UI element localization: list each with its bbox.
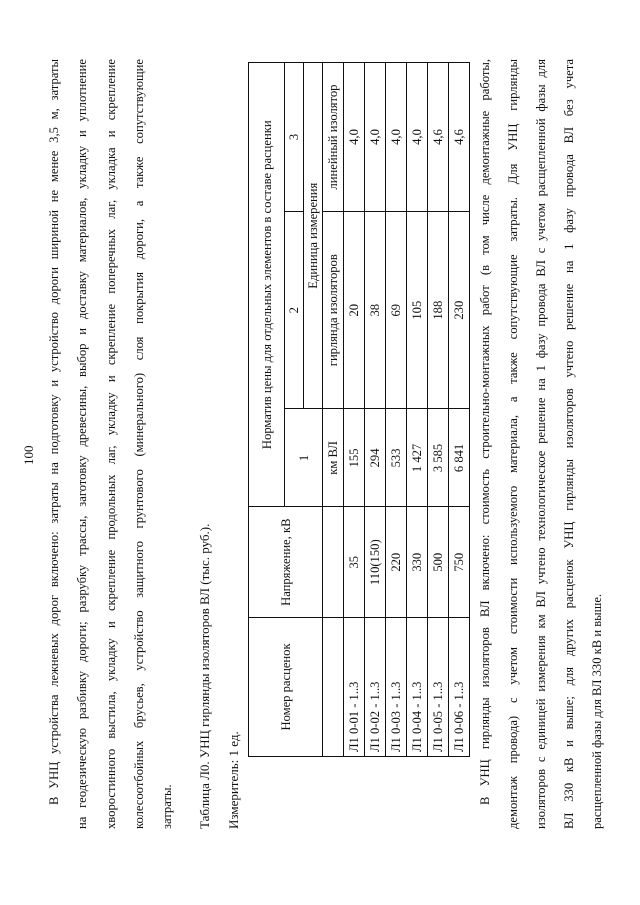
paragraph-line: затраты. <box>160 784 174 829</box>
paragraph-line: В УНЦ устройства лежневых дорог включено: затраты на подготовку и устройство дороги шириной не менее 3,5 м, затраты <box>47 59 61 805</box>
row-garland: 38 <box>365 212 386 409</box>
header-group-3: 3 <box>285 63 304 212</box>
header-norms: Норматив цены для отдельных элементов в составе расценки <box>249 63 285 507</box>
row-voltage: 110(150) <box>365 507 386 617</box>
page-number: 100 <box>21 445 36 465</box>
table-row <box>386 63 407 757</box>
paragraph-line: В УНЦ гирлянды изоляторов ВЛ включено: стоимость строительно-монтажных работ (в том числе демонтажные работы, <box>478 59 492 805</box>
row-km: 3 585 <box>428 409 449 507</box>
header-group-1: 1 <box>285 409 323 507</box>
row-voltage: 35 <box>344 507 365 617</box>
row-garland: 188 <box>428 212 449 409</box>
row-linear: 4,0 <box>365 63 386 212</box>
paragraph-line: хворостинного выстила, укладку и скрепление продольных лаг, укладку и скрепление поперечных лаг, укладка и скрепление <box>104 59 118 829</box>
table-row <box>365 63 386 757</box>
measure-unit: Измеритель: 1 ед. <box>226 731 241 829</box>
row-code: Л1 0-01 - 1..3 <box>344 617 365 756</box>
norms-table <box>248 62 470 757</box>
row-voltage: 500 <box>428 507 449 617</box>
paragraph-line: на геодезическую разбивку дороги; разрубку трассы, заготовку древесины, выбор и доставку материалов, укладку и уплотнение <box>75 59 89 829</box>
header-number: Номер расценок <box>249 617 323 756</box>
row-linear: 4,6 <box>428 63 449 212</box>
paragraph-line: демонтаж провода) с учетом стоимости используемого материала, а также сопутствующие затраты. Для УНЦ гирлянды <box>506 59 520 829</box>
row-linear: 4,0 <box>344 63 365 212</box>
row-linear: 4,0 <box>407 63 428 212</box>
header-empty-cell <box>323 507 344 617</box>
header-group-2: 2 <box>285 212 304 409</box>
unit-garland: гирлянда изоляторов <box>323 212 344 409</box>
row-garland: 105 <box>407 212 428 409</box>
header-voltage: Напряжение, кВ <box>249 507 323 617</box>
paragraph-line: колесоотбойных брусьев, устройство защитного грунтового (минерального) слоя покрытия дороги, а также сопутствующие <box>132 59 146 829</box>
row-km: 294 <box>365 409 386 507</box>
table-row <box>449 63 470 757</box>
row-code: Л1 0-04 - 1..3 <box>407 617 428 756</box>
row-linear: 4,6 <box>449 63 470 212</box>
row-voltage: 750 <box>449 507 470 617</box>
table-row <box>428 63 449 757</box>
row-garland: 69 <box>386 212 407 409</box>
table-caption: Таблица Л0. УНЦ гирлянды изоляторов ВЛ (тыс. руб.). <box>197 523 212 829</box>
header-empty-cell <box>323 617 344 756</box>
row-voltage: 330 <box>407 507 428 617</box>
row-km: 533 <box>386 409 407 507</box>
row-km: 1 427 <box>407 409 428 507</box>
paragraph-line: расщепленной фазы для ВЛ 330 кВ и выше. <box>590 593 604 829</box>
row-garland: 230 <box>449 212 470 409</box>
row-code: Л1 0-06 - 1..3 <box>449 617 470 756</box>
unit-linear: линейный изолятор <box>323 63 344 212</box>
header-unit: Единица измерения <box>304 63 323 409</box>
row-code: Л1 0-02 - 1..3 <box>365 617 386 756</box>
table-row <box>407 63 428 757</box>
row-code: Л1 0-03 - 1..3 <box>386 617 407 756</box>
table-row <box>344 63 365 757</box>
row-garland: 20 <box>344 212 365 409</box>
paragraph-line: изоляторов с единицей измерения км ВЛ учтено технологическое решение на 1 фазу провода ВЛ с учетом расщепленной фазы для <box>534 59 548 829</box>
paragraph-line: ВЛ 330 кВ и выше; для других расценок УНЦ гирлянды изоляторов учтено решение на 1 фазу провода ВЛ без учета <box>562 59 576 829</box>
row-voltage: 220 <box>386 507 407 617</box>
row-linear: 4,0 <box>386 63 407 212</box>
row-km: 155 <box>344 409 365 507</box>
row-km: 6 841 <box>449 409 470 507</box>
row-code: Л1 0-05 - 1..3 <box>428 617 449 756</box>
unit-km: км ВЛ <box>323 409 344 507</box>
